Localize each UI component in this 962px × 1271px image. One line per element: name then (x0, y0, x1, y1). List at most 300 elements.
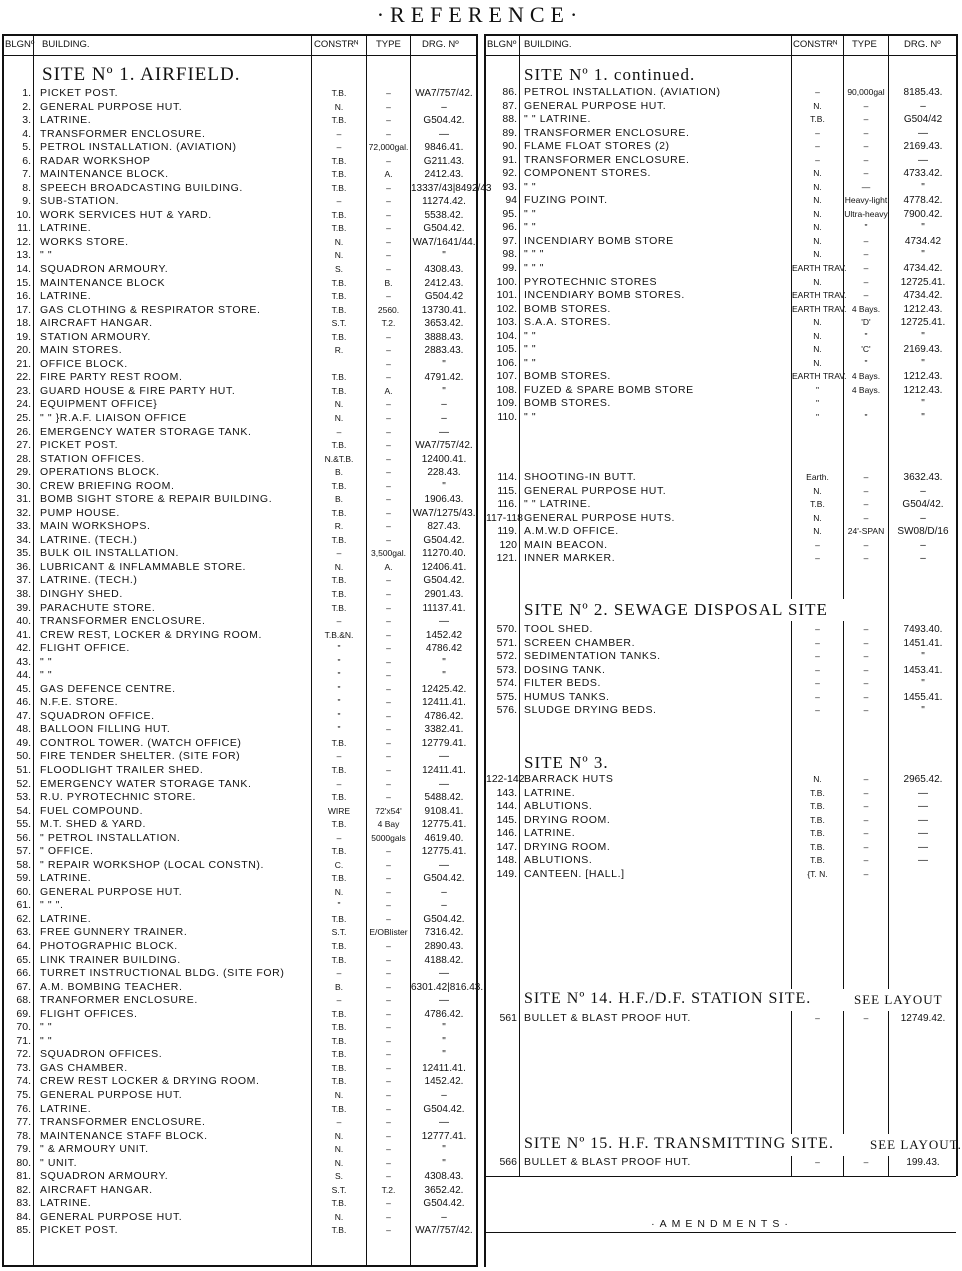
table-row (4, 602, 476, 616)
cell-building: SQUADRON ARMOURY. (40, 263, 169, 276)
cell-type: 4 Bays. (851, 303, 881, 314)
cell-drg: 1453.41. (903, 664, 943, 676)
cell-building: BOMB STORES. (524, 302, 611, 315)
table-row (4, 791, 476, 805)
cell-bldg-no: 11. (17, 222, 31, 235)
table-row (486, 650, 956, 664)
cell-type: 5000gals (371, 832, 406, 843)
cell-building: LATRINE. (40, 912, 92, 925)
cell-drg: " (921, 357, 925, 369)
cell-drg: 13337/43|8492/43 (411, 182, 492, 194)
cell-building: ABLUTIONS. (524, 854, 593, 867)
table-row (4, 87, 476, 101)
cell-bldg-no: 92. (502, 167, 517, 180)
cell-drg: " (442, 358, 446, 370)
cell-drg: WA7/1275/43. (412, 507, 476, 519)
cell-drg: 11274.42. (422, 196, 466, 208)
cell-drg: — (439, 751, 449, 763)
cell-type: – (386, 629, 391, 640)
cell-constr: – (815, 691, 820, 702)
table-row (486, 773, 956, 787)
cell-constr: N. (813, 330, 822, 341)
cell-building: " " LATRINE. (524, 498, 591, 511)
cell-drg: 1212.43. (903, 371, 943, 383)
cell-constr: N. (813, 235, 822, 246)
cell-type: A. (384, 561, 393, 572)
cell-bldg-no: 56. (16, 831, 31, 844)
cell-building: LINK TRAINER BUILDING. (40, 953, 181, 966)
table-row (486, 485, 956, 499)
cell-constr: " (337, 683, 341, 694)
cell-bldg-no: 146. (496, 827, 517, 840)
cell-type: " (864, 330, 868, 341)
cell-type: – (863, 1013, 869, 1023)
cell-bldg-no: 77. (16, 1116, 31, 1129)
cell-bldg-no: 21. (16, 357, 31, 370)
cell-type: – (863, 114, 869, 125)
cell-constr: R. (334, 521, 344, 532)
cell-drg: " (921, 181, 925, 193)
cell-building: LUBRICANT & INFLAMMABLE STORE. (40, 560, 247, 573)
cell-building: EMERGENCY WATER STORAGE TANK. (40, 425, 252, 438)
cell-type: – (386, 372, 391, 383)
table-row (486, 1012, 956, 1026)
cell-drg: 1451.41. (903, 637, 943, 649)
cell-constr: " (815, 384, 820, 395)
cell-constr: – (815, 127, 820, 138)
cell-drg: 2412.43. (424, 277, 464, 289)
cell-drg: 2412.43. (424, 169, 464, 181)
table-row (4, 980, 484, 995)
cell-bldg-no: 97. (502, 234, 517, 247)
cell-building: FUEL COMPOUND. (40, 804, 144, 817)
cell-type: A. (384, 385, 393, 396)
cell-drg: — (439, 1117, 449, 1129)
cell-type: – (386, 358, 391, 369)
cell-constr: – (336, 128, 342, 139)
site-2-title: SITE Nº 2. SEWAGE DISPOSAL SITE (524, 600, 828, 619)
cell-constr: T.B. (331, 155, 347, 166)
cell-type: — (861, 181, 871, 192)
cell-bldg-no: 32. (16, 506, 31, 519)
cell-constr: – (815, 651, 820, 662)
cell-drg: — (918, 127, 928, 139)
table-row (4, 1075, 476, 1089)
cell-building: " " (524, 356, 537, 369)
table-row (4, 101, 476, 115)
cell-bldg-no: 22. (16, 371, 31, 384)
cell-constr: N. (813, 195, 822, 206)
cell-drg: " (921, 398, 925, 410)
cell-building: AIRCRAFT HANGAR. (40, 1183, 153, 1196)
cell-drg: WA7/757/42. (415, 1225, 473, 1237)
cell-building: PHOTOGRAPHIC BLOCK. (40, 940, 178, 953)
cell-building: INNER MARKER. (524, 552, 616, 565)
cell-bldg-no: 3. (22, 114, 31, 127)
cell-type: – (386, 941, 391, 952)
cell-type: – (863, 127, 869, 138)
cell-building: " " " (524, 248, 545, 261)
cell-bldg-no: 86. (502, 86, 517, 98)
cell-constr: T.B. (331, 1225, 347, 1236)
cell-drg: — (918, 154, 928, 166)
cell-building: BOMB SIGHT STORE & REPAIR BUILDING. (40, 493, 273, 506)
table-row (4, 480, 476, 494)
cell-bldg-no: 62. (16, 912, 31, 925)
cell-bldg-no: 4. (22, 127, 31, 140)
table-row (4, 507, 476, 521)
cell-drg: — (439, 968, 449, 980)
cell-drg: – (441, 1089, 447, 1101)
cell-bldg-no: 147. (496, 840, 517, 853)
header-constr: CONSTRᴺ (793, 39, 838, 50)
cell-building: PUMP HOUSE. (40, 506, 120, 519)
cell-building: BOMB STORES. (524, 370, 611, 383)
cell-constr: – (336, 1117, 342, 1128)
cell-building: RADAR WORKSHOP (40, 154, 151, 167)
table-row (486, 471, 956, 485)
cell-constr: N. (813, 526, 822, 537)
cell-building: " PETROL INSTALLATION. (40, 831, 181, 844)
cell-type: – (386, 1076, 391, 1087)
cell-drg: 12406.41. (421, 561, 467, 573)
site-15-title: SITE Nº 15. H.F. TRANSMITTING SITE. (524, 1135, 834, 1152)
cell-drg: – (920, 100, 926, 112)
cell-type: – (386, 588, 391, 599)
cell-bldg-no: 75. (16, 1088, 31, 1101)
cell-constr: N. (334, 1211, 344, 1222)
amendments-heading: ·AMENDMENTS· (651, 1218, 793, 1230)
cell-building: TRANSFORMER ENCLOSURE. (40, 127, 206, 140)
table-row (486, 113, 956, 127)
cell-building: " " (524, 410, 537, 423)
cell-type: – (863, 276, 869, 287)
cell-constr: N. (813, 208, 822, 219)
cell-building: STATION ARMOURY. (40, 330, 151, 343)
page-title: ·REFERENCE· (376, 2, 584, 27)
cell-bldg-no: 39. (16, 601, 31, 614)
cell-building: EQUIPMENT OFFICE} (40, 398, 158, 411)
cell-constr: T.B. (331, 291, 347, 302)
cell-building: BARRACK HUTS (524, 773, 614, 785)
table-row (4, 155, 476, 169)
cell-bldg-no: 6. (22, 154, 31, 167)
cell-constr: – (336, 616, 342, 627)
cell-bldg-no: 35. (16, 547, 31, 560)
cell-drg: " (921, 651, 925, 663)
cell-building: LATRINE. (524, 827, 576, 840)
cell-drg: 5538.42. (424, 209, 464, 221)
cell-type: – (386, 859, 391, 870)
cell-constr: Earth. (806, 472, 829, 482)
cell-building: " " (524, 221, 537, 234)
cell-building: LATRINE. (40, 1102, 92, 1115)
cell-drg: G504.42. (423, 1198, 465, 1210)
cell-type: – (386, 223, 391, 234)
cell-drg: WA7/757/42. (415, 88, 473, 99)
cell-constr: " (337, 900, 341, 911)
cell-type: A. (384, 169, 393, 180)
right-table (484, 34, 962, 1267)
cell-drg: — (918, 828, 928, 840)
cell-drg: " (442, 480, 446, 492)
table-row (4, 615, 476, 629)
cell-bldg-no: 40. (16, 615, 31, 628)
cell-building: INCENDIARY BOMB STORES. (524, 289, 685, 302)
cell-building: FREE GUNNERY TRAINER. (40, 926, 188, 939)
table-row (486, 330, 956, 344)
cell-bldg-no: 49. (16, 736, 31, 749)
cell-constr: EARTH TRAV. (792, 263, 847, 274)
cell-constr: C. (334, 859, 344, 870)
cell-bldg-no: 17. (16, 303, 31, 316)
cell-type: – (863, 168, 869, 179)
table-row (486, 411, 956, 425)
cell-constr: N. (334, 886, 344, 897)
table-row (4, 1130, 476, 1144)
cell-type: – (386, 995, 391, 1006)
table-row (486, 512, 956, 526)
table-row (486, 539, 956, 553)
cell-building: " & ARMOURY UNIT. (40, 1143, 149, 1156)
cell-bldg-no: 69. (16, 1007, 31, 1020)
cell-constr: T.B. (331, 1049, 347, 1060)
table-row (4, 764, 476, 778)
cell-drg: G504/42. (902, 499, 944, 511)
table-row (486, 704, 956, 718)
cell-drg: 12400.41. (421, 453, 467, 465)
cell-drg: 12411.41. (422, 765, 466, 776)
cell-constr: T.B. (331, 941, 347, 952)
site-14-title: SITE Nº 14. H.F./D.F. STATION SITE. (524, 990, 812, 1007)
cell-type: " (864, 357, 868, 368)
table-row (4, 913, 476, 927)
cell-constr: – (815, 539, 820, 550)
table-row (4, 249, 476, 263)
cell-type: – (386, 331, 391, 342)
cell-constr: T.B. (331, 873, 347, 884)
table-row (486, 800, 956, 814)
cell-building: TURRET INSTRUCTIONAL BLDG. (SITE FOR) (40, 967, 285, 980)
cell-bldg-no: 81. (16, 1170, 31, 1183)
cell-bldg-no: 16. (16, 290, 31, 303)
cell-bldg-no: 25. (16, 411, 31, 424)
cell-drg: " (921, 330, 925, 342)
cell-building: SQUADRON OFFICE. (40, 709, 155, 722)
cell-type: – (386, 399, 391, 410)
cell-type: – (386, 480, 391, 491)
cell-bldg-no: 36. (16, 560, 31, 573)
cell-bldg-no: 1. (22, 87, 31, 99)
cell-building: FLAME FLOAT STORES (2) (524, 140, 670, 153)
cell-building: GENERAL PURPOSE HUT. (524, 484, 667, 497)
cell-building: CREW BRIEFING ROOM. (40, 479, 175, 492)
cell-constr: N. (813, 222, 822, 233)
cell-building: GENERAL PURPOSE HUT. (524, 99, 667, 112)
cell-building: COMPONENT STORES. (524, 167, 652, 180)
cell-type: – (863, 553, 869, 564)
cell-constr: N. (334, 1089, 344, 1100)
cell-bldg-no: 96. (502, 221, 517, 234)
cell-building: " OFFICE. (40, 845, 94, 858)
cell-constr: N. (813, 485, 822, 496)
cell-bldg-no: 106. (496, 356, 517, 369)
table-row (4, 439, 476, 453)
cell-type: – (863, 705, 869, 716)
cell-drg: – (920, 553, 926, 565)
table-row (4, 710, 476, 724)
cell-drg: WA7/757/42. (415, 440, 473, 452)
table-row (4, 778, 476, 792)
cell-building: TRANSFORMER ENCLOSURE. (40, 615, 206, 628)
cell-drg: " (442, 1035, 446, 1047)
cell-bldg-no: 57. (16, 845, 31, 858)
table-row (486, 167, 956, 181)
table-row (4, 1211, 476, 1225)
cell-bldg-no: 48. (16, 723, 31, 736)
cell-constr: T.B. (331, 209, 347, 220)
cell-constr: T.B. (331, 575, 347, 586)
cell-type: – (386, 521, 391, 532)
cell-drg: 3652.42. (424, 1184, 464, 1196)
cell-building: LATRINE. (TECH.) (40, 533, 138, 546)
cell-drg: — (439, 778, 449, 790)
table-row (486, 262, 956, 276)
cell-type: – (386, 1089, 391, 1100)
cell-drg: 1906.43. (424, 494, 464, 506)
cell-constr: – (336, 142, 342, 153)
table-row (486, 289, 956, 303)
cell-building: LATRINE. (40, 872, 92, 885)
cell-building: " " LATRINE. (524, 113, 591, 126)
table-row (4, 669, 476, 683)
cell-constr: T.B. (331, 223, 347, 234)
cell-type: – (386, 1144, 391, 1155)
cell-type: – (863, 249, 869, 260)
cell-drg: 11270.40. (422, 548, 466, 560)
cell-constr: S. (334, 264, 344, 275)
cell-type: – (386, 101, 391, 112)
cell-drg: 4734.42 (904, 235, 942, 247)
cell-type: T.2. (381, 318, 396, 329)
cell-bldg-no: 76. (16, 1102, 31, 1115)
table-row (4, 222, 476, 236)
cell-type: – (386, 1008, 391, 1019)
table-row (4, 371, 476, 385)
cell-drg: 1212.43. (903, 384, 943, 396)
cell-constr: N. (813, 276, 822, 287)
cell-drg: G504.42. (423, 223, 465, 235)
cell-building: FIRE TENDER SHELTER. (SITE FOR) (40, 750, 241, 763)
cell-constr: N. (813, 100, 822, 111)
cell-building: SLUDGE DRYING BEDS. (524, 704, 657, 717)
cell-bldg-no: 44. (16, 669, 31, 682)
cell-bldg-no: 570. (496, 623, 517, 635)
cell-building: SEDIMENTATION TANKS. (524, 650, 661, 663)
table-row (4, 141, 476, 155)
cell-constr: T.B. (331, 913, 347, 924)
table-row (4, 426, 476, 440)
cell-bldg-no: 107. (496, 370, 517, 383)
cell-bldg-no: 82. (16, 1183, 31, 1196)
cell-type: – (863, 651, 869, 662)
header-building: BUILDING. (524, 39, 572, 50)
table-row (486, 208, 956, 222)
cell-bldg-no: 63. (16, 926, 31, 939)
cell-constr: S.T. (331, 1184, 347, 1195)
cell-constr: T.B. (331, 1103, 347, 1114)
cell-constr: N. (334, 236, 344, 247)
table-row (4, 181, 492, 196)
cell-building: FLOODLIGHT TRAILER SHED. (40, 764, 204, 776)
cell-building: FUZED & SPARE BOMB STORE (524, 383, 694, 396)
cell-bldg-no: 73. (16, 1061, 31, 1074)
cell-drg: 3632.43. (903, 472, 943, 483)
table-row (4, 1035, 476, 1049)
cell-drg: 199.43. (906, 1157, 940, 1168)
cell-building: BULLET & BLAST PROOF HUT. (524, 1012, 691, 1024)
cell-drg: – (441, 101, 447, 113)
cell-type: – (863, 691, 869, 702)
table-row (4, 236, 476, 250)
cell-bldg-no: 104. (496, 329, 517, 342)
cell-building: " " (524, 329, 537, 342)
table-row (486, 623, 956, 637)
cell-building: MAINTENANCE BLOCK. (40, 168, 169, 181)
cell-bldg-no: 51. (16, 764, 31, 776)
cell-constr: T.B. (331, 385, 347, 396)
table-row (486, 221, 956, 235)
cell-building: HUMUS TANKS. (524, 690, 610, 703)
cell-drg: 4733.42. (903, 168, 943, 180)
cell-building: " " " (524, 262, 545, 275)
cell-building: MAINTENANCE BLOCK (40, 276, 166, 289)
cell-bldg-no: 121. (496, 552, 517, 565)
table-row (4, 358, 476, 372)
cell-constr: – (336, 778, 342, 789)
cell-type: – (863, 787, 869, 798)
cell-bldg-no: 574. (496, 677, 517, 690)
cell-drg: 11137.41. (422, 602, 466, 614)
table-row (486, 552, 956, 566)
table-row (4, 1184, 476, 1198)
cell-bldg-no: 8. (22, 181, 31, 194)
cell-type: 2560. (377, 304, 400, 315)
table-row (4, 886, 476, 900)
cell-constr: T.B. (331, 846, 347, 857)
table-row (4, 1089, 476, 1103)
cell-type: – (386, 846, 391, 857)
cell-constr: – (815, 1013, 820, 1023)
cell-building: GAS DEFENCE CENTRE. (40, 682, 176, 695)
cell-drg: 4188.42. (424, 954, 464, 966)
cell-drg: – (441, 1211, 447, 1223)
table-row (4, 1062, 476, 1076)
cell-constr: T.B. (810, 841, 825, 852)
cell-drg: 2901.43. (424, 588, 464, 600)
cell-building: GENERAL PURPOSE HUT. (40, 1088, 183, 1101)
cell-constr: S.T. (331, 318, 347, 329)
header-bldg-no: BLGNº (487, 39, 517, 50)
cell-building: " " (40, 1034, 53, 1047)
cell-bldg-no: 47. (16, 709, 31, 722)
cell-constr: B. (334, 981, 344, 992)
cell-type: – (386, 291, 391, 302)
header-type: TYPE (852, 39, 877, 50)
table-row (4, 520, 476, 534)
cell-bldg-no: 5. (22, 141, 31, 154)
cell-building: FLIGHT OFFICE. (40, 642, 130, 655)
